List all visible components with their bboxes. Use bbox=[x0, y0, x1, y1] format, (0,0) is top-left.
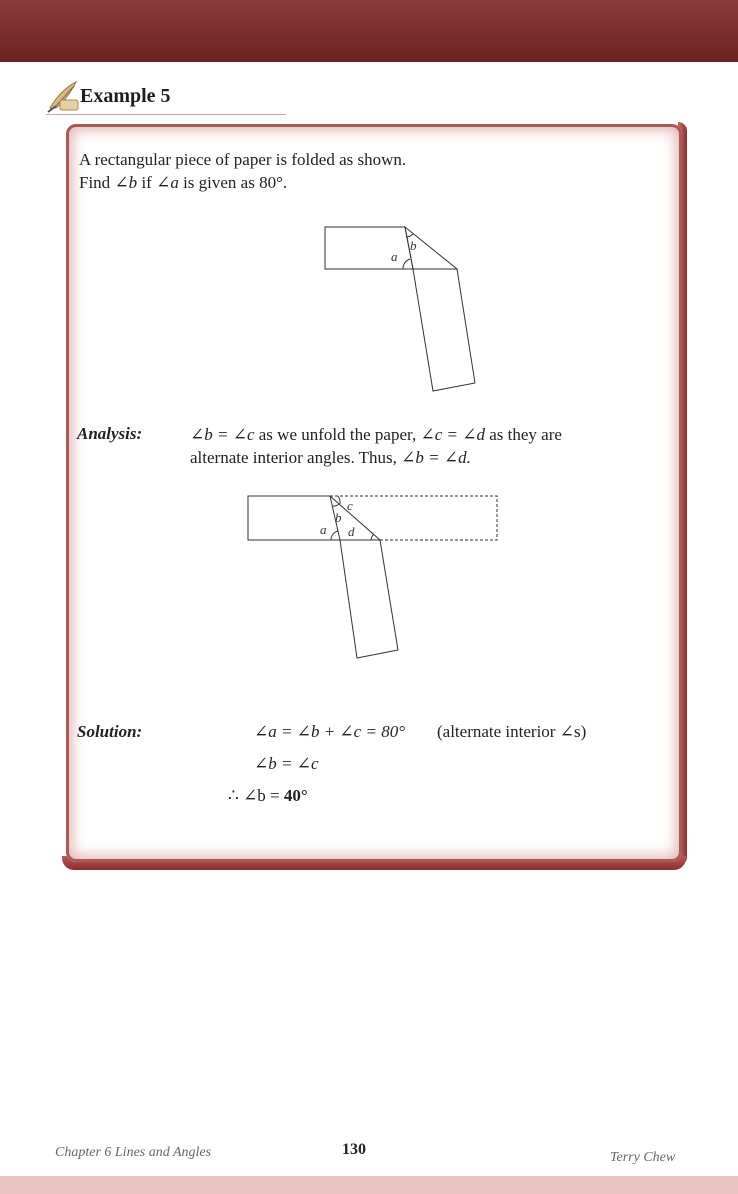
bottom-color-band bbox=[0, 1176, 738, 1194]
fig1-label-b: b bbox=[410, 238, 417, 253]
fig2-label-d: d bbox=[348, 524, 355, 539]
top-strip bbox=[325, 227, 413, 269]
solution-line-3: ∴ ∠b = 40° bbox=[228, 786, 308, 805]
angle-a-arc-2 bbox=[331, 531, 338, 540]
figure-folded-paper bbox=[300, 215, 500, 400]
analysis-line-1: ∠b = ∠c as we unfold the paper, ∠c = ∠d as they are bbox=[190, 425, 562, 444]
footer-author: Terry Chew bbox=[610, 1150, 676, 1165]
analysis-label: Analysis: bbox=[77, 424, 143, 443]
question-line-1: A rectangular piece of paper is folded as shown. bbox=[79, 150, 407, 169]
down-strip-2 bbox=[340, 540, 398, 658]
solution-label: Solution: bbox=[77, 722, 143, 741]
down-strip bbox=[413, 269, 475, 391]
footer-chapter: Chapter 6 Lines and Angles bbox=[55, 1145, 212, 1160]
figure-unfolded-paper bbox=[240, 490, 505, 670]
solution-line-1-eq: ∠a = ∠b + ∠c = 80° bbox=[254, 722, 405, 741]
solution-line-2: ∠b = ∠c bbox=[254, 754, 319, 773]
fig2-label-a: a bbox=[320, 522, 327, 537]
page-number: 130 bbox=[342, 1141, 366, 1158]
example-title: Example 5 bbox=[80, 84, 171, 107]
fig2-label-b: b bbox=[335, 510, 342, 525]
fig1-label-a: a bbox=[391, 249, 398, 264]
heading-rule bbox=[46, 114, 286, 115]
question-line-2: Find ∠b if ∠a is given as 80°. bbox=[79, 173, 288, 192]
question-text bbox=[79, 148, 406, 194]
angle-d-arc bbox=[371, 534, 374, 540]
angle-b-arc-2 bbox=[332, 504, 339, 506]
fig2-label-c: c bbox=[347, 498, 353, 513]
top-color-band bbox=[0, 0, 738, 62]
solution-line-1-reason: (alternate interior ∠s) bbox=[437, 722, 587, 741]
angle-a-arc bbox=[403, 259, 410, 269]
analysis-line-2: alternate interior angles. Thus, ∠b = ∠d. bbox=[190, 448, 471, 467]
analysis-text bbox=[190, 423, 562, 469]
example-heading bbox=[46, 78, 171, 114]
